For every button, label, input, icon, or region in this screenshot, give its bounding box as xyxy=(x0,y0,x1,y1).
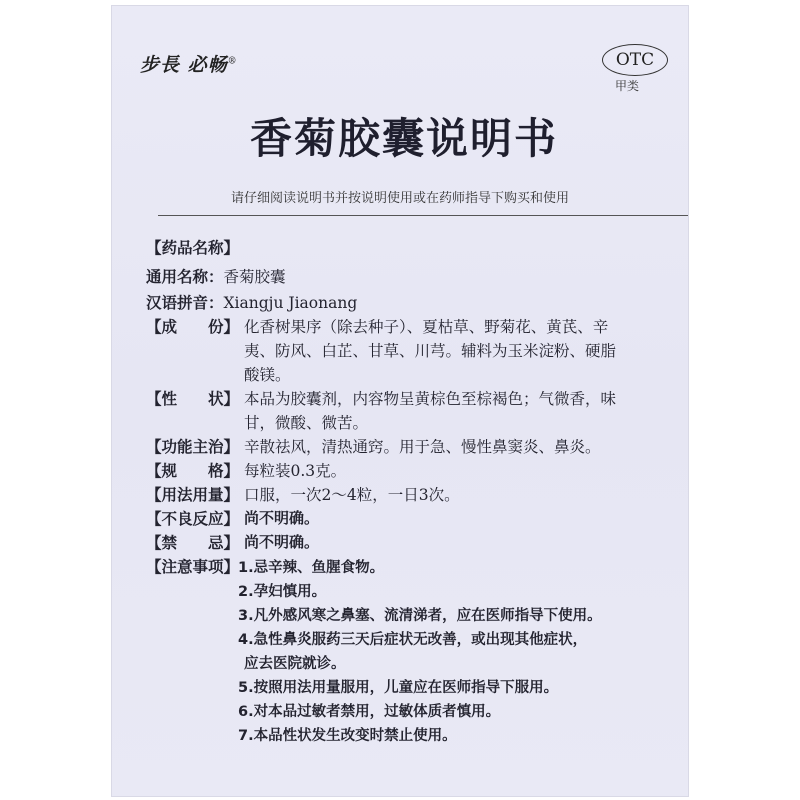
pinyin-value: Xiangju Jiaonang xyxy=(223,294,358,312)
otc-badge: OTC xyxy=(602,44,668,76)
ingredients-line: 夷、防风、白芷、甘草、川芎。辅料为玉米淀粉、硬脂 xyxy=(244,342,617,360)
precaution-item: 6.对本品过敏者禁用，过敏体质者慎用。 xyxy=(238,704,501,720)
otc-class-label: 甲类 xyxy=(615,79,640,93)
pinyin-row xyxy=(146,291,357,313)
usage-notice: 请仔细阅读说明书并按说明使用或在药师指导下购买和使用 xyxy=(230,191,569,206)
page-title: 香菊胶囊说明书 xyxy=(249,114,558,163)
adverse-value: 尚不明确。 xyxy=(244,509,320,527)
brand-name: 步長 必畅 xyxy=(140,54,228,76)
precaution-item: 1.忌辛辣、鱼腥食物。 xyxy=(238,560,385,576)
indications-label: 【功能主治】 xyxy=(146,438,240,456)
ingredients-line: 酸镁。 xyxy=(244,366,291,384)
leaflet-page xyxy=(112,6,688,796)
common-name-row xyxy=(146,265,286,287)
precaution-item: 7.本品性状发生改变时禁止使用。 xyxy=(238,728,457,744)
section-drug-name: 【药品名称】 xyxy=(146,239,240,257)
dosage-value: 口服，一次2～4粒，一日3次。 xyxy=(244,486,460,504)
common-name-label: 通用名称： xyxy=(146,268,224,286)
registered-mark: ® xyxy=(227,56,238,67)
precaution-item: 4.急性鼻炎服药三天后症状无改善，或出现其他症状， xyxy=(238,632,588,648)
precaution-item: 3.凡外感风寒之鼻塞、流清涕者，应在医师指导下使用。 xyxy=(238,608,602,624)
indications-value: 辛散祛风，清热通窍。用于急、慢性鼻窦炎、鼻炎。 xyxy=(244,438,601,456)
adverse-label: 【不良反应】 xyxy=(146,510,240,528)
pinyin-label: 汉语拼音： xyxy=(146,294,224,312)
common-name-value: 香菊胶囊 xyxy=(223,268,286,286)
brand-logo xyxy=(140,50,238,77)
precaution-item: 2.孕妇慎用。 xyxy=(238,584,327,600)
specification-label: 【规 格】 xyxy=(146,462,240,480)
ingredients-label: 【成 份】 xyxy=(146,318,240,336)
contraindications-label: 【禁 忌】 xyxy=(146,534,240,552)
precaution-item: 5.按照用法用量服用，儿童应在医师指导下服用。 xyxy=(238,680,559,696)
contraindications-value: 尚不明确。 xyxy=(244,533,320,551)
properties-line: 甘，微酸、微苦。 xyxy=(244,414,369,432)
ingredients-line: 化香树果序（除去种子）、夏枯草、野菊花、黄芪、辛 xyxy=(244,318,609,336)
properties-label: 【性 状】 xyxy=(146,390,240,408)
specification-value: 每粒装0.3克。 xyxy=(244,462,347,480)
precautions-label: 【注意事项】 xyxy=(146,558,240,576)
precaution-item-continued: 应去医院就诊。 xyxy=(244,656,346,672)
dosage-label: 【用法用量】 xyxy=(146,486,240,504)
divider xyxy=(158,215,688,216)
properties-line: 本品为胶囊剂，内容物呈黄棕色至棕褐色；气微香，味 xyxy=(244,390,617,408)
